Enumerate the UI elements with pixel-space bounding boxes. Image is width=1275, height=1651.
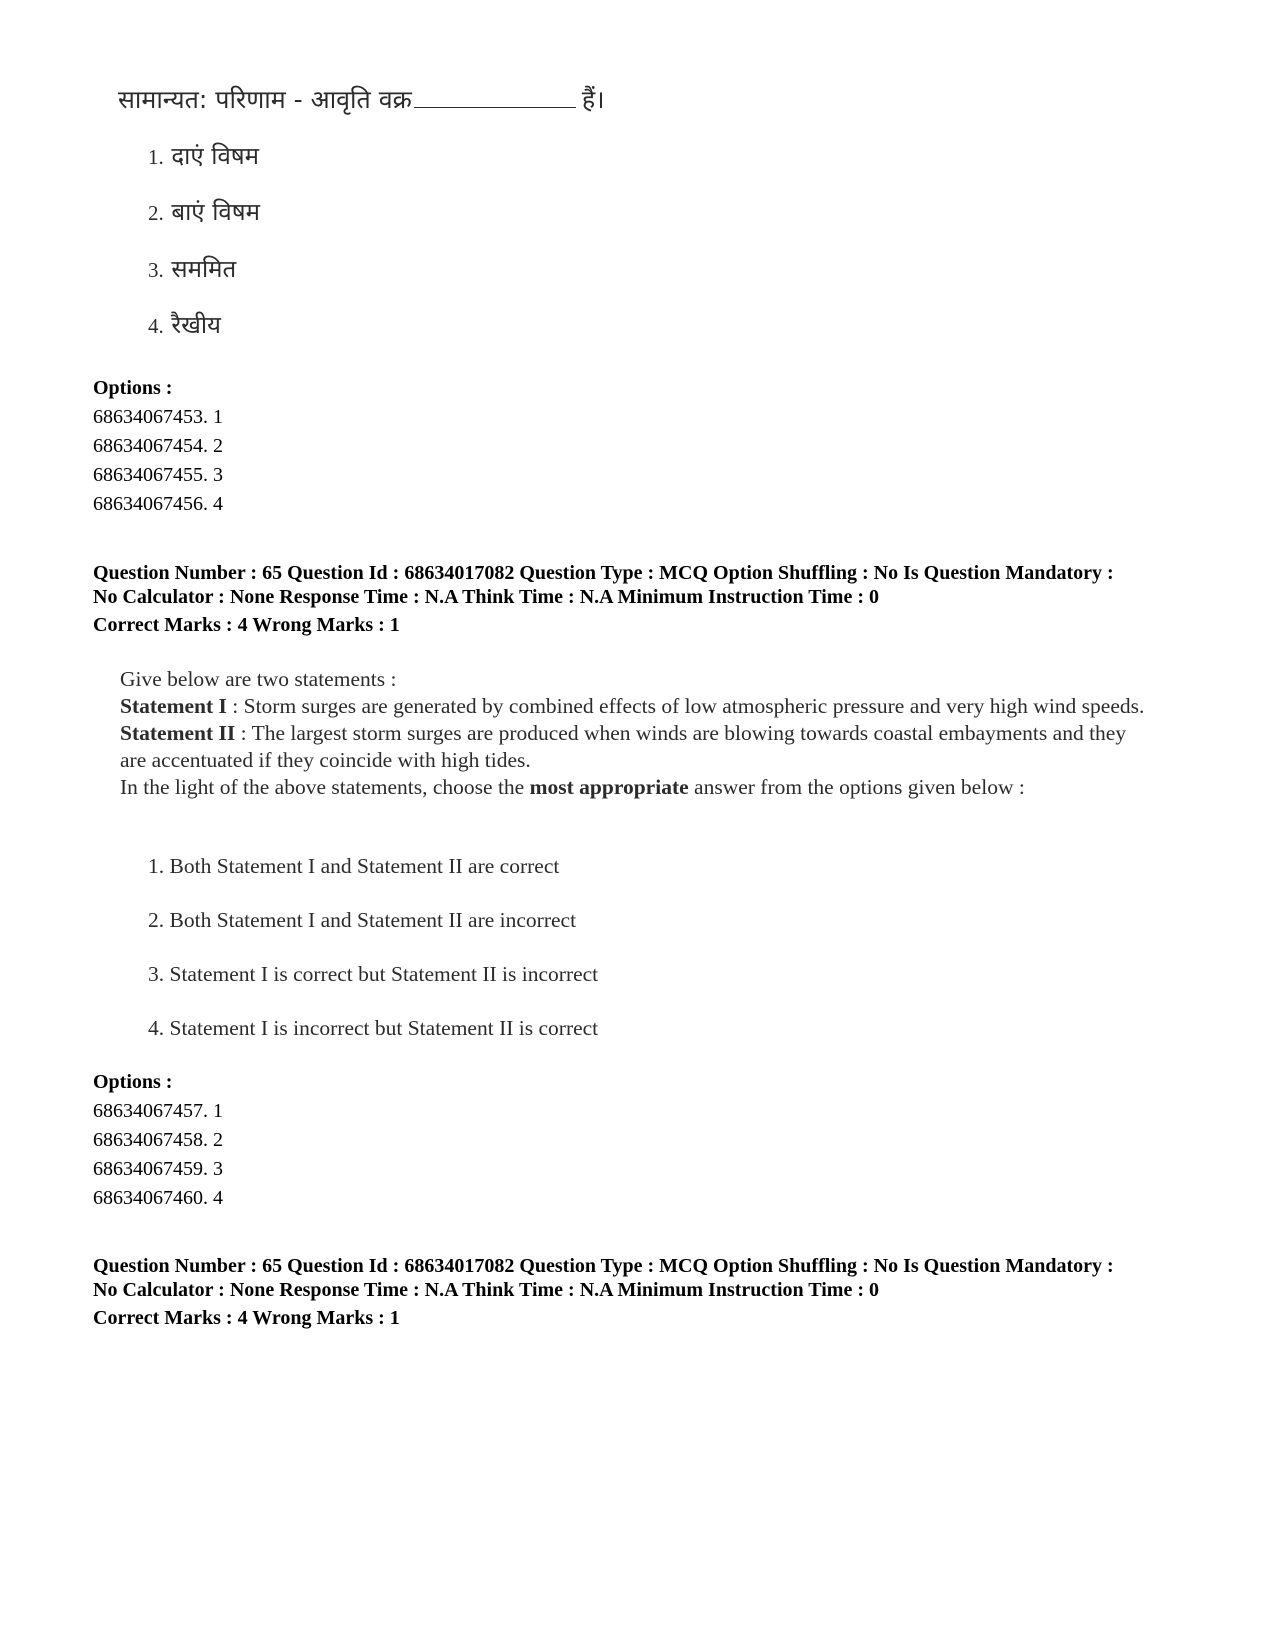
- options-list: [93, 1068, 223, 1213]
- meta-line-1: Question Number : 65 Question Id : 68634017082 Question Type : MCQ Option Shuffling : No Is Question Mandatory :: [93, 562, 1114, 584]
- statement-2-label: Statement II: [120, 721, 236, 745]
- meta-line-2: No Calculator : None Response Time : N.A Think Time : N.A Minimum Instruction Time : 0: [93, 586, 879, 608]
- instruction: In the light of the above statements, choose the most appropriate answer from the options given below :: [120, 775, 1025, 799]
- choice-4: 4. Statement I is incorrect but Statement II is correct: [148, 1016, 599, 1040]
- choice-1: 1. दाएं विषम: [148, 142, 260, 170]
- instruction-emphasis: most appropriate: [529, 775, 689, 799]
- meta-line-2: No Calculator : None Response Time : N.A Think Time : N.A Minimum Instruction Time : 0: [93, 1279, 879, 1301]
- option-row: 68634067454. 2: [93, 435, 223, 457]
- marks-line: Correct Marks : 4 Wrong Marks : 1: [93, 1307, 400, 1329]
- question-stem-english: [120, 666, 1150, 801]
- choice-2: 2. बाएं विषम: [148, 198, 260, 226]
- stem-text-after: हैं।: [581, 85, 605, 114]
- choice-2: 2. Both Statement I and Statement II are incorrect: [148, 908, 577, 932]
- fill-in-blank: [414, 85, 576, 108]
- question-meta: [93, 561, 1213, 637]
- choice-3: 3. सममित: [148, 255, 237, 283]
- choice-4: 4. रैखीय: [148, 311, 221, 339]
- statement-2-text: : The largest storm surges are produced when winds are blowing towards coastal embayments and they are accentuated if they coincide with high tides.: [120, 721, 1127, 772]
- stem-text-before: सामान्यत: परिणाम - आवृति वक्र: [118, 85, 412, 114]
- statement-1-label: Statement I: [120, 694, 227, 718]
- question-meta: [93, 1254, 1213, 1330]
- statement-2: [120, 720, 1150, 774]
- meta-line-1: Question Number : 65 Question Id : 68634017082 Question Type : MCQ Option Shuffling : No Is Question Mandatory :: [93, 1255, 1114, 1277]
- option-row: 68634067453. 1: [93, 406, 223, 428]
- choice-3: 3. Statement I is correct but Statement II is incorrect: [148, 962, 599, 986]
- question-stem-hindi: [118, 84, 605, 116]
- options-label: Options :: [93, 1071, 173, 1093]
- stem-intro: Give below are two statements :: [120, 667, 397, 691]
- option-row: 68634067457. 1: [93, 1100, 223, 1122]
- options-list: [93, 374, 223, 519]
- marks-line: Correct Marks : 4 Wrong Marks : 1: [93, 614, 400, 636]
- option-row: 68634067459. 3: [93, 1158, 223, 1180]
- choice-1: 1. Both Statement I and Statement II are correct: [148, 854, 560, 878]
- option-row: 68634067456. 4: [93, 493, 223, 515]
- statement-1-text: : Storm surges are generated by combined effects of low atmospheric pressure and very high wind speeds.: [226, 694, 1145, 718]
- option-row: 68634067455. 3: [93, 464, 223, 486]
- statement-1: [120, 693, 1150, 720]
- option-row: 68634067458. 2: [93, 1129, 223, 1151]
- options-label: Options :: [93, 377, 173, 399]
- option-row: 68634067460. 4: [93, 1187, 223, 1209]
